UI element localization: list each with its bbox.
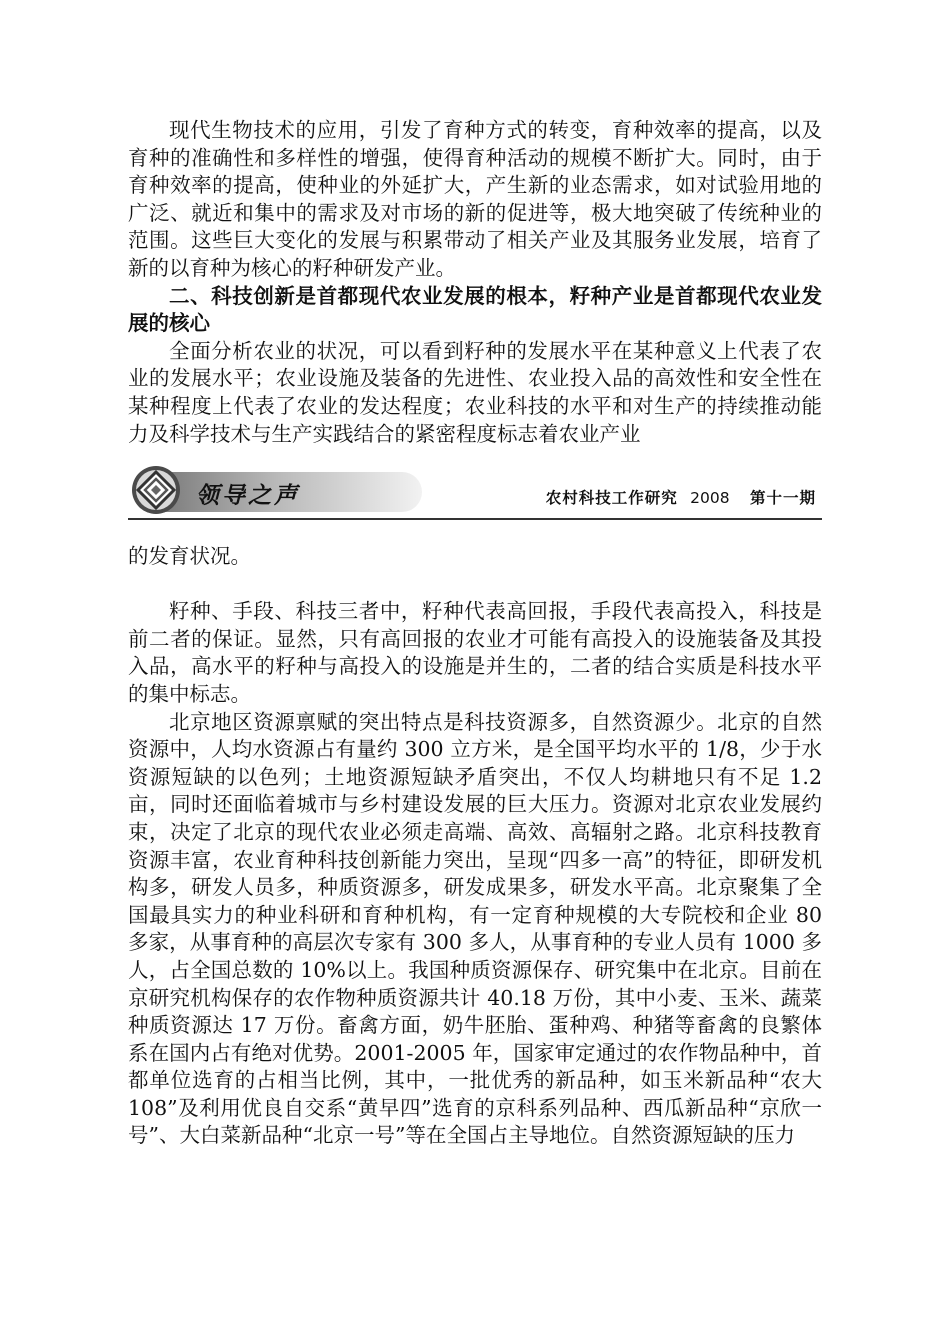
paragraph-continuation: 的发育状况。 xyxy=(128,544,251,568)
journal-info xyxy=(546,486,816,508)
journal-issue: 第十一期 xyxy=(749,489,816,507)
section-heading-two: 二、科技创新是首都现代农业发展的根本，籽种产业是首都现代农业发展的核心 xyxy=(128,283,822,336)
paragraph-gap xyxy=(128,571,822,599)
paragraph-biotech: 现代生物技术的应用，引发了育种方式的转变，育种效率的提高，以及育种的准确性和多样性的增强，使得育种活动的规模不断扩大。同时，由于育种效率的提高，使种业的外延扩大，产生新的业态需求，如对试验用地的广泛、就近和集中的需求及对市场的新的促进等，极大地突破了传统种业的范围。这些巨大变化的发展与积累带动了相关产业及其服务业发展，培育了新的以育种为核心的籽种研发产业。 xyxy=(128,118,822,280)
journal-header-band xyxy=(128,462,822,524)
top-text-block xyxy=(128,117,822,448)
journal-name: 农村科技工作研究 xyxy=(545,489,678,507)
journal-year: 2008 xyxy=(690,489,730,507)
bottom-text-block xyxy=(128,543,822,1150)
diamond-logo-icon xyxy=(128,464,184,516)
paragraph-seeds-means-tech: 籽种、手段、科技三者中，籽种代表高回报，手段代表高投入，科技是前二者的保证。显然，只有高回报的农业才可能有高投入的设施装备及其投入品，高水平的籽种与高投入的设施是并生的，二者的结合实质是科技水平的集中标志。 xyxy=(128,599,822,706)
header-rule xyxy=(128,518,822,520)
paragraph-agriculture-status: 全面分析农业的状况，可以看到籽种的发展水平在某种意义上代表了农业的发展水平；农业设施及装备的先进性、农业投入品的高效性和安全性在某种程度上代表了农业的发达程度；农业科技的水平和对生产的持续推动能力及科学技术与生产实践结合的紧密程度标志着农业产业 xyxy=(128,338,822,446)
section-title: 领导之声 xyxy=(196,483,300,509)
paragraph-beijing-resources: 北京地区资源禀赋的突出特点是科技资源多，自然资源少。北京的自然资源中，人均水资源占有量约 300 立方米，是全国平均水平的 1/8，少于水资源短缺的以色列；土地资源短缺矛盾突出，不仅人均耕地只有不足 1.2 亩，同时还面临着城市与乡村建设发展的巨大压力。资源对北京农业发展约束，决定了北京的现代农业必须走高端、高效、高辐射之路。北京科技教育资源丰富，农业育种科技创新能力突出，呈现“四多一高”的特征，即研发机构多，研发人员多，种质资源多，研发成果多，研发水平高。北京聚集了全国最具实力的种业科研和育种机构，有一定育种规模的大专院校和企业 80 多家，从事育种的高层次专家有 300 多人，从事育种的专业人员有 1000 多人，占全国总数的 10%以上。我国种质资源保存、研究集中在北京。目前在京研究机构保存的农作物种质资源共计 40.18 万份，其中小麦、玉米、蔬菜种质资源达 17 万份。畜禽方面，奶牛胚胎、蛋种鸡、种猪等畜禽的良繁体系在国内占有绝对优势。2001-2005 年，国家审定通过的农作物品种中，首都单位选育的占相当比例，其中，一批优秀的新品种，如玉米新品种“农大 108”及利用优良自交系“黄早四”选育的京科系列品种、西瓜新品种“京欣一号”、大白菜新品种“北京一号”等在全国占主导地位。自然资源短缺的压力 xyxy=(128,709,822,1148)
